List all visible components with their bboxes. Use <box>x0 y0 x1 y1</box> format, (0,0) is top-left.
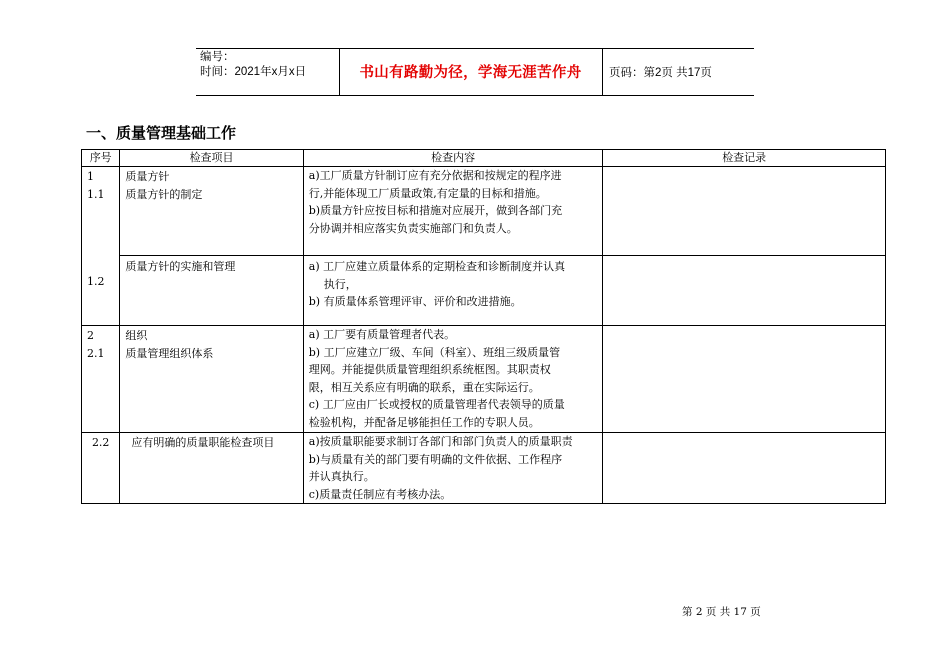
header-bottom-rule <box>196 95 754 96</box>
row-content-cell <box>303 256 603 326</box>
header-divider-right <box>602 48 603 95</box>
number-label: 编号： <box>200 51 235 63</box>
row-content-cell <box>303 167 603 256</box>
header-cell-record: 检查记录 <box>603 150 886 167</box>
row-number: 1.2 <box>87 274 105 288</box>
content-line: 分协调并相应落实负责实施部门和负责人。 <box>308 221 518 235</box>
page-footer: 第 2 页 共 17 页 <box>682 606 761 618</box>
row-item-cell <box>120 256 303 326</box>
row-content-cell <box>303 326 603 433</box>
row-record-cell <box>603 256 886 326</box>
row-number: 1.1 <box>87 187 105 201</box>
row-item-cell <box>120 167 303 256</box>
content-line: c) 工厂应由厂长或授权的质量管理者代表领导的质量 <box>308 398 565 411</box>
header-page-code: 页码：第2页 共17页 <box>609 67 712 79</box>
row-number: 2 <box>87 329 94 342</box>
section-title: 一、质量管理基础工作 <box>86 124 237 142</box>
content-line: 限，相互关系应有明确的联系，重在实际运行。 <box>308 380 540 394</box>
header-motto: 书山有路勤为径，学海无涯苦作舟 <box>359 65 582 81</box>
content-line: 行,并能体现工厂质量政策,有定量的目标和措施。 <box>308 186 547 200</box>
row-number: 2.1 <box>87 346 105 360</box>
content-line: 执行， <box>323 277 357 291</box>
row-number-cell <box>82 256 120 326</box>
content-line: 检验机构，并配备足够能担任工作的专职人员。 <box>308 415 540 429</box>
table-row <box>82 433 886 504</box>
row-item: 应有明确的质量职能检查项目 <box>131 436 275 449</box>
content-line: a)工厂质量方针制订应有充分依据和按规定的程序进 <box>308 169 562 182</box>
row-item: 质量方针 <box>125 170 170 183</box>
inspection-table <box>81 149 886 504</box>
row-number-cell <box>82 326 120 433</box>
header-cell-no: 序号 <box>82 150 120 167</box>
header-cell-content: 检查内容 <box>303 150 603 167</box>
header-meta <box>200 50 306 80</box>
row-number-cell <box>82 167 120 256</box>
table-header-row <box>82 150 886 167</box>
content-line: a) 工厂要有质量管理者代表。 <box>308 328 456 341</box>
row-number: 2.2 <box>91 436 110 449</box>
row-record-cell <box>603 326 886 433</box>
time-label: 时间：2021年x月x日 <box>200 66 307 78</box>
content-line: b) 工厂应建立厂级、车间（科室）、班组三级质量管 <box>308 345 561 359</box>
row-record-cell <box>603 433 886 504</box>
row-item: 质量管理组织体系 <box>125 346 214 360</box>
content-line: 并认真执行。 <box>308 470 375 483</box>
table-row <box>82 326 886 433</box>
content-line: b) 有质量体系管理评审、评价和改进措施。 <box>308 295 522 308</box>
row-number-cell <box>82 433 120 504</box>
row-item: 组织 <box>125 329 148 342</box>
content-line: b)与质量有关的部门要有明确的文件依据、工作程序 <box>308 452 563 466</box>
content-line: a)按质量职能要求制订各部门和部门负责人的质量职责 <box>308 435 573 448</box>
row-item: 质量方针的制定 <box>125 187 203 201</box>
table-row <box>82 167 886 256</box>
row-record-cell <box>603 167 886 256</box>
content-line: a) 工厂应建立质量体系的定期检查和诊断制度并认真 <box>308 260 566 273</box>
header-cell-item: 检查项目 <box>120 150 303 167</box>
row-item-cell <box>120 433 303 504</box>
content-line: 理网。并能提供质量管理组织系统框图。其职责权 <box>308 363 551 376</box>
row-content-cell <box>303 433 603 504</box>
table-row <box>82 256 886 326</box>
row-item-cell <box>120 326 303 433</box>
content-line: b)质量方针应按目标和措施对应展开，做到各部门充 <box>308 204 563 217</box>
row-item: 质量方针的实施和管理 <box>125 260 236 273</box>
row-number: 1 <box>87 170 94 183</box>
content-line: c)质量责任制应有考核办法。 <box>308 487 452 501</box>
